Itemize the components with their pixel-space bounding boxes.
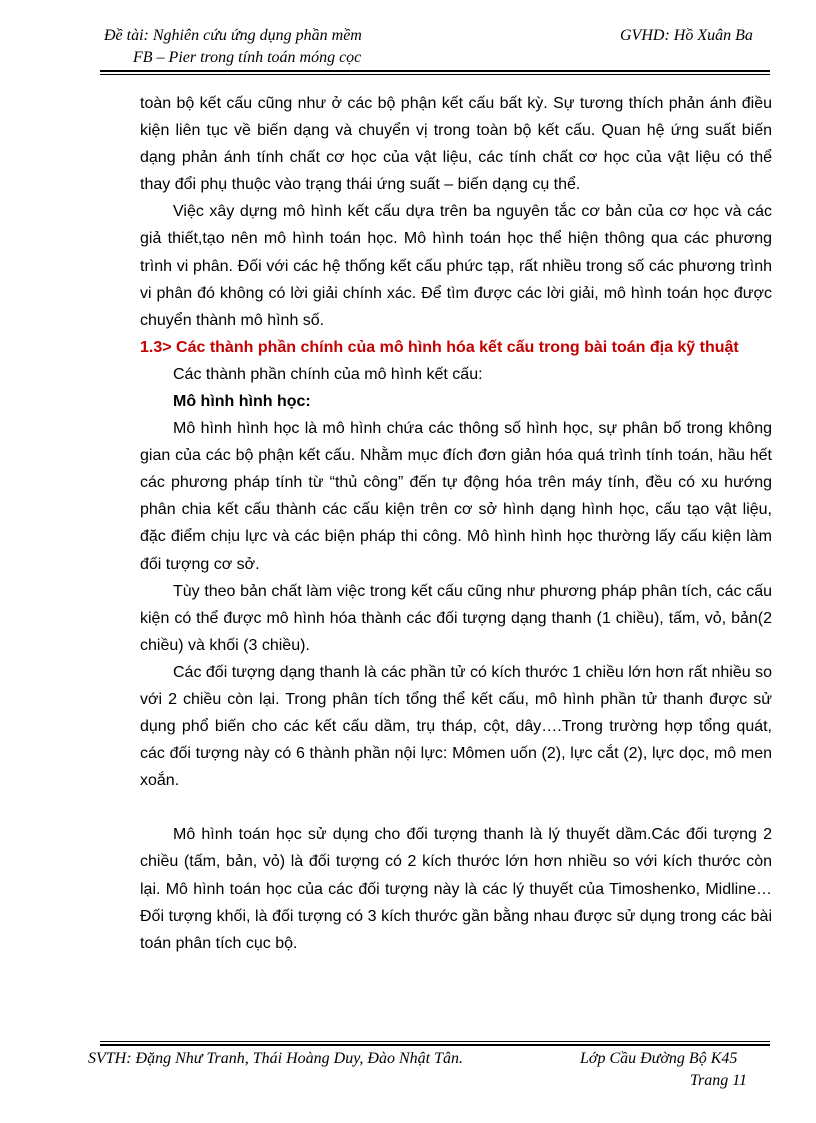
header-rule-thin	[100, 74, 770, 75]
section-heading: 1.3> Các thành phần chính của mô hình hóa kết cấu trong bài toán địa kỹ thuật	[140, 338, 739, 356]
footer-students: SVTH: Đặng Như Tranh, Thái Hoàng Duy, Đào Nhật Tân.	[88, 1050, 463, 1067]
paragraph-4: Mô hình hình học là mô hình chứa các thông số hình học, sự phân bố trong không gian của các bộ phận kết cấu. Nhằm mục đích đơn giản hóa quá trình tính toán, hầu hết các phương pháp tính từ “thủ công” đến tự động hóa trên máy tính, đều có xu hướng phân chia kết cấu thành các cấu kiện trên cơ sở hình dạng hình học, cấu tạo vật liệu, đặc điểm chịu lực và các biện pháp thi công. Mô hình hình học thường lấy cấu kiện làm đối tượng cơ sở.	[140, 420, 772, 573]
paragraph-6: Các đối tượng dạng thanh là các phần tử có kích thước 1 chiều lớn hơn rất nhiều so với 2 chiều còn lại. Trong phân tích tổng thể kết cấu, mô hình phần tử thanh được sử dụng phổ biến cho các kết cấu dầm, trụ tháp, cột, dây….Trong trường hợp tổng quát, các đối tượng này có 6 thành phần nội lực: Mômen uốn (2), lực cắt (2), lực dọc, mô men xoắn.	[140, 663, 772, 790]
footer-rule-thin	[100, 1041, 770, 1042]
footer-class: Lớp Cầu Đường Bộ K45	[580, 1050, 738, 1067]
page-body	[140, 90, 772, 957]
paragraph-gap	[140, 794, 772, 821]
subheading: Mô hình hình học:	[173, 392, 311, 410]
paragraph-7: Mô hình toán học sử dụng cho đối tượng thanh là lý thuyết dầm.Các đối tượng 2 chiều (tấm, bản, vỏ) là đối tượng có 2 kích thước lớn hơn nhiều so với kích thước còn lại. Mô hình toán học của các đối tượng này là các lý thuyết của Timoshenko, Midline…Đối tượng khối, là đối tượng có 3 kích thước gần bằng nhau được sử dụng trong các bài toán phân tích cục bộ.	[140, 826, 772, 952]
header-rule-thick	[100, 70, 770, 72]
paragraph-2: Việc xây dựng mô hình kết cấu dựa trên ba nguyên tắc cơ bản của cơ học và các giả thiết,tạo nên mô hình toán học. Mô hình toán học thể hiện thông qua các phương trình vi phân. Đối với các hệ thống kết cấu phức tạp, rất nhiều trong số các phương trình vi phân đó không có lời giải chính xác. Để tìm được các lời giải, mô hình toán học được chuyển thành mô hình số.	[140, 203, 772, 329]
header-topic-line2: FB – Pier trong tính toán móng cọc	[133, 49, 362, 66]
paragraph-3: Các thành phần chính của mô hình kết cấu:	[173, 365, 483, 383]
footer-rule-thick	[100, 1044, 770, 1046]
paragraph-5: Tùy theo bản chất làm việc trong kết cấu cũng như phương pháp phân tích, các cấu kiện có thể được mô hình hóa thành các đối tượng dạng thanh (1 chiều), tấm, vỏ, bản(2 chiều) và khối (3 chiều).	[140, 582, 772, 654]
page-number: Trang 11	[690, 1072, 748, 1089]
paragraph-1: toàn bộ kết cấu cũng như ở các bộ phận kết cấu bất kỳ. Sự tương thích phản ánh điều kiện liên tục về biến dạng và chuyển vị trong toàn bộ kết cấu. Quan hệ ứng suất biến dạng phản ánh tính chất cơ học của vật liệu, các tính chất cơ học của vật liệu có thể thay đổi phụ thuộc vào trạng thái ứng suất – biến dạng cụ thể.	[140, 95, 772, 194]
header-topic-line1: Đề tài: Nghiên cứu ứng dụng phần mềm	[104, 27, 362, 44]
header-advisor: GVHD: Hồ Xuân Ba	[620, 27, 753, 44]
